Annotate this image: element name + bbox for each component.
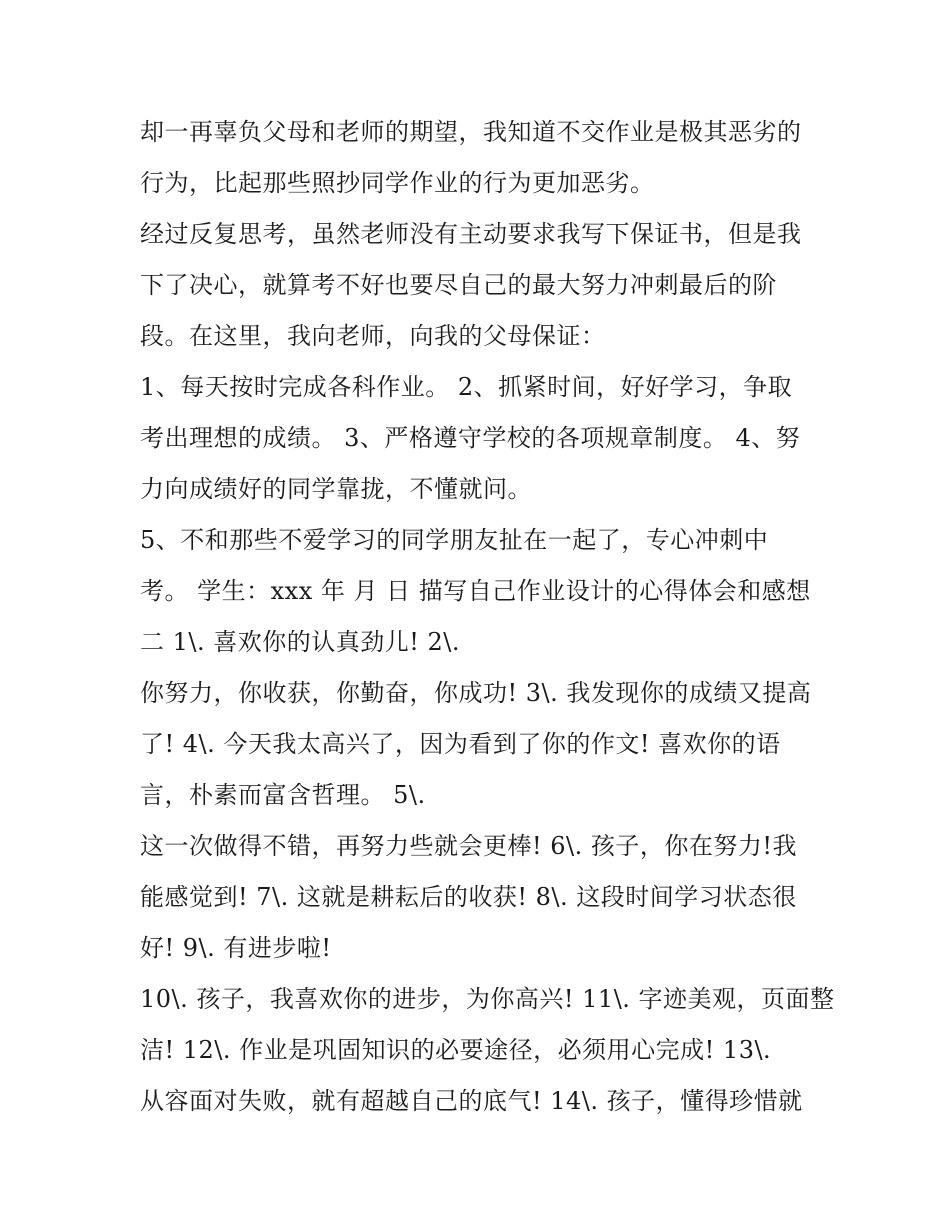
text-line: 二 1\. 喜欢你的认真劲儿! 2\. — [140, 628, 460, 656]
text-line: 1、每天按时完成各科作业。 2、抓紧时间，好好学习，争取 — [140, 373, 793, 401]
text-line: 这一次做得不错，再努力些就会更棒! 6\. 孩子，你在努力!我 — [140, 832, 798, 860]
body-text — [140, 107, 835, 1127]
text-line: 言，朴素而富含哲理。 5\. — [140, 781, 426, 809]
text-line: 10\. 孩子，我喜欢你的进步，为你高兴! 11\. 字迹美观，页面整 — [140, 985, 835, 1013]
text-line: 经过反复思考，虽然老师没有主动要求我写下保证书，但是我 — [140, 220, 802, 248]
text-line: 考。 学生：xxx 年 月 日 描写自己作业设计的心得体会和感想 — [140, 577, 811, 605]
text-line: 从容面对失败，就有超越自己的底气! 14\. 孩子，懂得珍惜就 — [140, 1087, 803, 1115]
text-line: 力向成绩好的同学靠拢，不懂就问。 — [140, 475, 532, 503]
text-line: 你努力，你收获，你勤奋，你成功! 3\. 我发现你的成绩又提高 — [140, 679, 812, 707]
text-line: 5、不和那些不爱学习的同学朋友扯在一起了，专心冲刺中 — [140, 526, 769, 554]
text-line: 段。在这里，我向老师，向我的父母保证： — [140, 322, 606, 350]
text-line: 行为，比起那些照抄同学作业的行为更加恶劣。 — [140, 169, 655, 197]
text-line: 却一再辜负父母和老师的期望，我知道不交作业是极其恶劣的 — [140, 118, 802, 146]
text-line: 洁! 12\. 作业是巩固知识的必要途径，必须用心完成! 13\. — [140, 1036, 772, 1064]
text-line: 下了决心，就算考不好也要尽自己的最大努力冲刺最后的阶 — [140, 271, 777, 299]
text-line: 能感觉到! 7\. 这就是耕耘后的收获! 8\. 这段时间学习状态很 — [140, 883, 797, 911]
text-line: 考出理想的成绩。 3、严格遵守学校的各项规章制度。 4、努 — [140, 424, 801, 452]
text-line: 了! 4\. 今天我太高兴了，因为看到了你的作文! 喜欢你的语 — [140, 730, 781, 758]
text-line: 好! 9\. 有进步啦! — [140, 934, 332, 962]
